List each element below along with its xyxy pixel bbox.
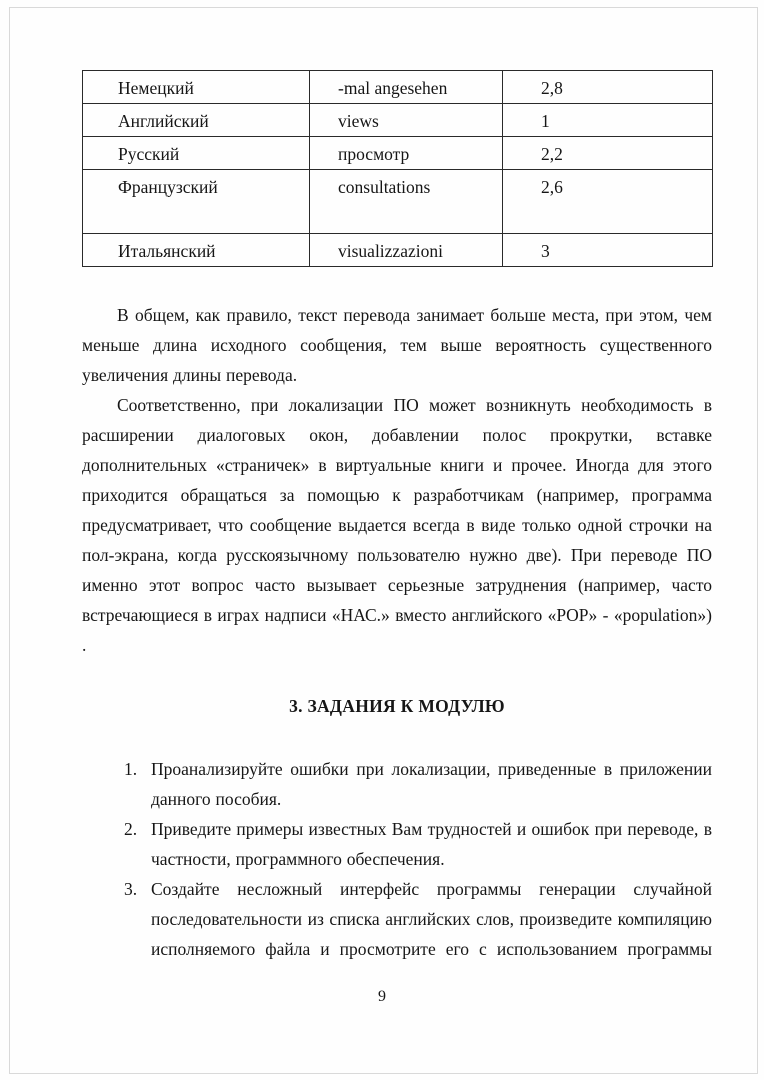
- cell-language: Английский: [83, 104, 310, 137]
- task-number: 2.: [124, 819, 138, 839]
- cell-language: Русский: [83, 137, 310, 170]
- cell-ratio: 2,8: [503, 71, 713, 104]
- cell-ratio: 1: [503, 104, 713, 137]
- cell-ratio: 2,2: [503, 137, 713, 170]
- task-item-3: [124, 874, 712, 964]
- cell-term: просмотр: [310, 137, 503, 170]
- table-row: [83, 234, 713, 267]
- task-number: 3.: [124, 879, 138, 899]
- page-number: 9: [378, 988, 386, 1005]
- cell-language: Французский: [83, 170, 310, 234]
- translation-length-table: [82, 70, 713, 267]
- task-text: Создайте несложный интерфейс программы генерации случайной последовательности из списка английских слов, произведите компиляцию исполняемого файла и просмотрите его с использованием программы: [151, 879, 712, 959]
- cell-ratio: 2,6: [503, 170, 713, 234]
- task-number: 1.: [124, 759, 138, 779]
- paragraph-translation-length: В общем, как правило, текст перевода занимает больше места, при этом, чем меньше длина исходного сообщения, тем выше вероятность существенного увеличения длины перевода.: [82, 305, 712, 385]
- cell-term: visualizzazioni: [310, 234, 503, 267]
- table-row: [83, 137, 713, 170]
- paragraph-localization-issues: Соответственно, при локализации ПО может возникнуть необходимость в расширении диалоговых окон, добавлении полос прокрутки, вставке дополнительных «страничек» в виртуальные книги и прочее. Иногда для этого приходится обращаться за помощью к разработчикам (например, программа предусматривает, что сообщение выдается всегда в виде только одной строчки на пол-экрана, когда русскоязычному пользователю нужно две). При переводе ПО именно этот вопрос часто вызывает серьезные затруднения (например, часто встречающиеся в играх надписи «НАС.» вместо английского «POP» - «population») .: [82, 395, 712, 655]
- section-heading: 3. ЗАДАНИЯ К МОДУЛЮ: [289, 696, 505, 716]
- task-text: Приведите примеры известных Вам трудностей и ошибок при переводе, в частности, программного обеспечения.: [151, 819, 712, 869]
- cell-term: views: [310, 104, 503, 137]
- task-list: [124, 754, 712, 964]
- cell-language: Немецкий: [83, 71, 310, 104]
- cell-term: -mal angesehen: [310, 71, 503, 104]
- task-item-1: [124, 754, 712, 814]
- table-row: [83, 71, 713, 104]
- cell-ratio: 3: [503, 234, 713, 267]
- task-text: Проанализируйте ошибки при локализации, приведенные в приложении данного пособия.: [151, 759, 712, 809]
- table-row: [83, 104, 713, 137]
- cell-term: consultations: [310, 170, 503, 234]
- cell-language: Итальянский: [83, 234, 310, 267]
- task-item-2: [124, 814, 712, 874]
- table-row: [83, 170, 713, 234]
